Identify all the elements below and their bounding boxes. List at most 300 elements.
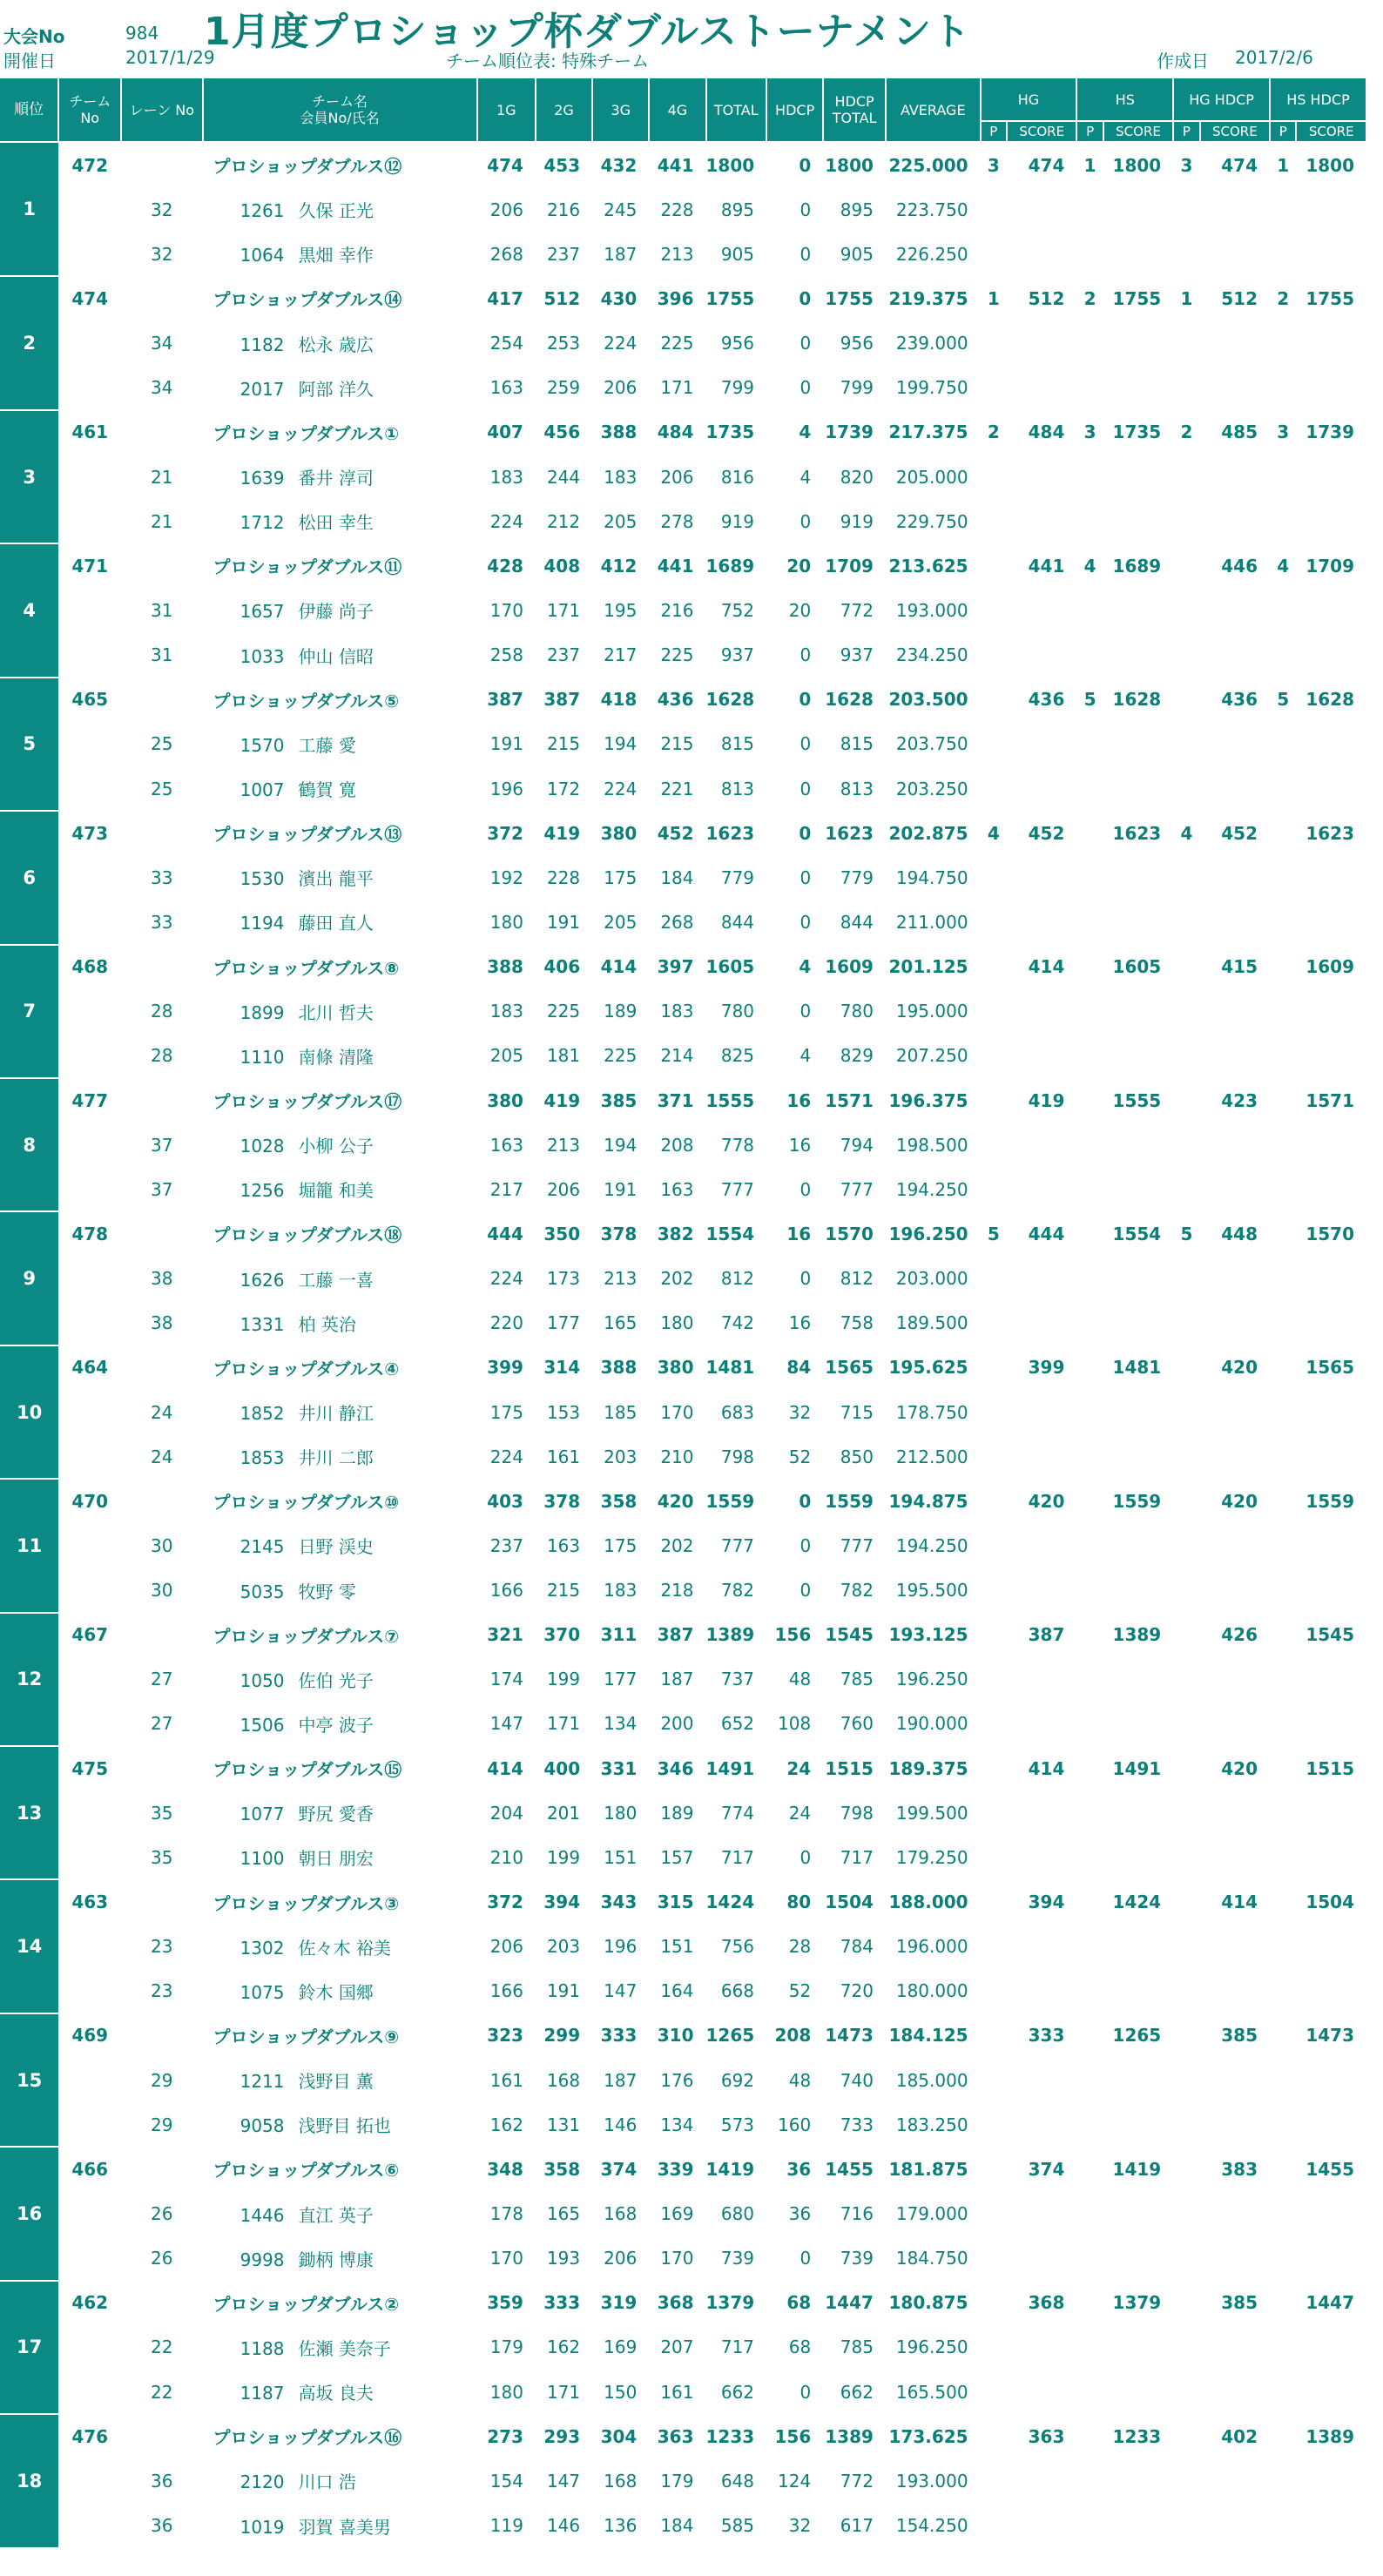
- game-4: 396: [657, 287, 694, 309]
- game-2: 387: [543, 689, 581, 711]
- rank-cell: 2: [0, 276, 58, 409]
- game-3: 151: [604, 1846, 638, 1868]
- hdcp-total: 780: [840, 1001, 874, 1022]
- hs-hdcp-score: 1515: [1305, 1757, 1354, 1779]
- empty-cell: [1173, 187, 1199, 232]
- empty-cell: [1270, 1925, 1296, 1969]
- game-3: 187: [604, 243, 638, 265]
- game-1: 258: [489, 644, 523, 666]
- average: 196.000: [895, 1936, 968, 1958]
- member-row: [0, 1969, 1366, 2013]
- game-4: 202: [660, 1534, 694, 1556]
- hdcp: 52: [788, 1446, 812, 1467]
- empty-cell: [1007, 1969, 1076, 2013]
- member-no: 1852: [239, 1403, 285, 1424]
- hdcp-total: 919: [840, 510, 874, 532]
- hdcp-total: 1800: [825, 154, 874, 176]
- member-name: 鈴木 国郷: [298, 1981, 374, 2003]
- game-4: 278: [660, 510, 694, 532]
- empty-cell: [1296, 1969, 1366, 2013]
- empty-cell: [981, 588, 1007, 632]
- average: 193.000: [895, 599, 968, 621]
- average: 217.375: [888, 421, 968, 443]
- hs-place: 2: [1083, 287, 1096, 309]
- total: 812: [720, 1268, 755, 1290]
- member-no: 1446: [239, 2204, 285, 2226]
- hdcp: 124: [778, 2470, 812, 2492]
- game-4: 161: [660, 2381, 694, 2403]
- game-4: 184: [660, 867, 694, 888]
- member-row: [0, 1568, 1366, 1613]
- hg-hdcp-score: 426: [1221, 1624, 1258, 1646]
- empty-cell: [1173, 1568, 1199, 1613]
- member-team-no: [58, 722, 121, 766]
- game-1: 403: [487, 1490, 523, 1512]
- empty-cell: [1200, 2503, 1270, 2547]
- average: 179.250: [895, 1846, 968, 1868]
- member-no: 1075: [239, 1981, 285, 2003]
- empty-cell: [1200, 2058, 1270, 2102]
- hdcp: 24: [786, 1757, 812, 1779]
- total: 895: [720, 199, 755, 220]
- member-team-no: [58, 187, 121, 232]
- empty-cell: [981, 2236, 1007, 2281]
- hdcp-total: 1515: [825, 1757, 874, 1779]
- empty-cell: [1296, 1301, 1366, 1345]
- game-2: 215: [546, 733, 581, 755]
- empty-cell: [981, 989, 1007, 1034]
- member-name-cell: [203, 722, 477, 766]
- member-name: 川口 浩: [298, 2471, 356, 2493]
- hdcp: 4: [799, 421, 812, 443]
- empty-cell: [1296, 989, 1366, 1034]
- game-1: 372: [487, 822, 523, 844]
- total: 1419: [705, 2158, 755, 2180]
- member-name: 浅野目 薫: [298, 2071, 374, 2093]
- member-name-cell: [203, 1835, 477, 1879]
- game-3: 165: [604, 1312, 638, 1334]
- hdcp: 0: [799, 911, 812, 933]
- hdcp-total: 784: [840, 1936, 874, 1958]
- empty-cell: [981, 1523, 1007, 1568]
- col-hs-score: SCORE: [1103, 121, 1173, 142]
- game-4: 163: [660, 1178, 694, 1200]
- game-1: 414: [487, 1757, 523, 1779]
- member-name-cell: [203, 1123, 477, 1167]
- hs-hdcp-score: 1609: [1305, 956, 1354, 978]
- game-3: 380: [600, 822, 638, 844]
- member-name-cell: [203, 900, 477, 944]
- empty-cell: [981, 2458, 1007, 2503]
- game-2: 162: [546, 2337, 581, 2358]
- member-row: [0, 855, 1366, 900]
- game-1: 359: [487, 2292, 523, 2314]
- member-name-cell: [203, 2503, 477, 2547]
- game-2: 237: [546, 644, 581, 666]
- empty-cell: [1270, 1702, 1296, 1746]
- member-row: [0, 766, 1366, 811]
- rank-cell: 8: [0, 1078, 58, 1211]
- col-lane-no: レーン No: [121, 78, 202, 142]
- average: 225.000: [888, 154, 968, 176]
- empty-cell: [1007, 989, 1076, 1034]
- member-name-cell: [203, 1568, 477, 1613]
- member-row: [0, 1123, 1366, 1167]
- lane-no: 34: [151, 333, 173, 354]
- member-row: [0, 187, 1366, 232]
- empty-cell: [1200, 2236, 1270, 2281]
- empty-cell: [1200, 2458, 1270, 2503]
- total: 737: [720, 1669, 755, 1690]
- hdcp: 0: [799, 287, 812, 309]
- hdcp-total: 777: [840, 1178, 874, 1200]
- col-hsh-p: P: [1270, 121, 1296, 142]
- game-4: 169: [660, 2203, 694, 2225]
- game-1: 206: [489, 199, 523, 220]
- member-no: 1899: [239, 1001, 285, 1023]
- empty-cell: [1296, 2236, 1366, 2281]
- game-1: 474: [487, 154, 523, 176]
- hdcp: 0: [799, 1580, 812, 1602]
- lane-no: [121, 410, 202, 455]
- team-ranking-table: [0, 78, 1367, 2549]
- member-no: 1019: [239, 2516, 285, 2538]
- game-1: 388: [487, 956, 523, 978]
- game-1: 206: [489, 1936, 523, 1958]
- average: 201.125: [888, 956, 968, 978]
- empty-cell: [981, 366, 1007, 410]
- game-2: 146: [546, 2515, 581, 2537]
- rank-cell: 3: [0, 410, 58, 543]
- empty-cell: [1270, 2191, 1296, 2235]
- member-row: [0, 1925, 1366, 1969]
- game-4: 214: [660, 1045, 694, 1067]
- total: 680: [720, 2203, 755, 2225]
- game-3: 414: [600, 956, 638, 978]
- game-4: 187: [660, 1669, 694, 1690]
- hdcp: 0: [799, 644, 812, 666]
- hg-score: 333: [1028, 2025, 1065, 2047]
- empty-cell: [1076, 900, 1103, 944]
- col-average: AVERAGE: [886, 78, 981, 142]
- hdcp-total: 1628: [825, 689, 874, 711]
- average: 195.625: [888, 1357, 968, 1379]
- empty-cell: [1173, 1657, 1199, 1702]
- empty-cell: [1270, 1835, 1296, 1879]
- rank-cell: 14: [0, 1879, 58, 2013]
- total: 585: [720, 2515, 755, 2537]
- empty-cell: [1270, 1034, 1296, 1078]
- hdcp-total: 779: [840, 867, 874, 888]
- empty-cell: [1103, 2325, 1173, 2370]
- game-1: 162: [489, 2114, 523, 2135]
- member-name: 井川 二郎: [298, 1447, 374, 1469]
- empty-cell: [1296, 1257, 1366, 1301]
- member-row: [0, 1167, 1366, 1211]
- game-4: 387: [657, 1624, 694, 1646]
- empty-cell: [1200, 1167, 1270, 1211]
- total: 662: [720, 2381, 755, 2403]
- hs-hdcp-place: 3: [1277, 421, 1290, 443]
- hg-hdcp-score: 402: [1221, 2425, 1258, 2447]
- empty-cell: [981, 321, 1007, 366]
- total: 742: [720, 1312, 755, 1334]
- rank-cell: 9: [0, 1211, 58, 1345]
- empty-cell: [1076, 366, 1103, 410]
- game-3: 432: [600, 154, 638, 176]
- hg-hdcp-score: 423: [1221, 1089, 1258, 1111]
- empty-cell: [1103, 1523, 1173, 1568]
- hs-hdcp-place: [1270, 1345, 1296, 1390]
- member-name-cell: [203, 989, 477, 1034]
- empty-cell: [1103, 1301, 1173, 1345]
- hg-place: 1: [987, 287, 1000, 309]
- game-2: 237: [546, 243, 581, 265]
- game-1: 399: [487, 1357, 523, 1379]
- hs-place: 3: [1083, 421, 1096, 443]
- hdcp-total: 1559: [825, 1490, 874, 1512]
- hg-hdcp-score: 485: [1221, 421, 1258, 443]
- empty-cell: [1270, 499, 1296, 543]
- lane-no: 29: [151, 2114, 173, 2135]
- game-4: 189: [660, 1802, 694, 1824]
- rank-cell: 1: [0, 142, 58, 276]
- lane-no: [121, 1479, 202, 1523]
- team-row: [0, 1613, 1366, 1657]
- team-name: プロショップダブルス⑦: [213, 1625, 400, 1647]
- team-no: 476: [71, 2425, 109, 2447]
- team-row: [0, 2281, 1366, 2325]
- hg-hdcp-score: 452: [1221, 822, 1258, 844]
- hg-place: 5: [987, 1223, 1000, 1244]
- game-3: 175: [604, 1534, 638, 1556]
- member-name-cell: [203, 1790, 477, 1835]
- rank-cell: 6: [0, 811, 58, 944]
- hg-hdcp-place: [1173, 543, 1199, 588]
- empty-cell: [981, 900, 1007, 944]
- empty-cell: [1173, 2102, 1199, 2147]
- hs-place: [1076, 1345, 1103, 1390]
- lane-no: 31: [151, 644, 173, 666]
- game-2: 181: [546, 1045, 581, 1067]
- empty-cell: [981, 499, 1007, 543]
- game-4: 382: [657, 1223, 694, 1244]
- hg-place: 3: [987, 154, 1000, 176]
- member-team-no: [58, 232, 121, 276]
- total: 905: [720, 243, 755, 265]
- empty-cell: [1200, 1702, 1270, 1746]
- game-3: 194: [604, 1134, 638, 1156]
- hg-hdcp-place: [1173, 1345, 1199, 1390]
- empty-cell: [1007, 187, 1076, 232]
- empty-cell: [1173, 321, 1199, 366]
- empty-cell: [1173, 855, 1199, 900]
- team-row: [0, 2147, 1366, 2191]
- col-hg-p: P: [981, 121, 1007, 142]
- team-name: プロショップダブルス④: [213, 1358, 400, 1379]
- hs-score: 1628: [1112, 689, 1162, 711]
- empty-cell: [1007, 1301, 1076, 1345]
- report-header: [0, 0, 1383, 78]
- hs-hdcp-score: 1570: [1305, 1223, 1354, 1244]
- team-name: プロショップダブルス③: [213, 1892, 400, 1914]
- member-name-cell: [203, 1390, 477, 1434]
- member-name-cell: [203, 2325, 477, 2370]
- game-4: 213: [660, 243, 694, 265]
- game-1: 192: [489, 867, 523, 888]
- hdcp-total: 1389: [825, 2425, 874, 2447]
- empty-cell: [1076, 1835, 1103, 1879]
- lane-no: [121, 543, 202, 588]
- member-row: [0, 1523, 1366, 1568]
- empty-cell: [1076, 1123, 1103, 1167]
- hdcp: 0: [799, 2381, 812, 2403]
- empty-cell: [1103, 1657, 1173, 1702]
- empty-cell: [1007, 499, 1076, 543]
- average: 219.375: [888, 287, 968, 309]
- total: 779: [720, 867, 755, 888]
- hg-place: [981, 1879, 1007, 1924]
- game-3: 187: [604, 2069, 638, 2091]
- game-1: 170: [489, 599, 523, 621]
- hs-score: 1555: [1112, 1089, 1162, 1111]
- member-name: 北川 哲夫: [298, 1001, 374, 1023]
- empty-cell: [981, 1034, 1007, 1078]
- member-team-no: [58, 499, 121, 543]
- team-row: [0, 1479, 1366, 1523]
- game-4: 380: [657, 1357, 694, 1379]
- total: 778: [720, 1134, 755, 1156]
- hdcp-total: 937: [840, 644, 874, 666]
- empty-cell: [1007, 1257, 1076, 1301]
- average: 194.875: [888, 1490, 968, 1512]
- empty-cell: [1200, 588, 1270, 632]
- lane-no: [121, 945, 202, 989]
- game-3: 319: [600, 2292, 638, 2314]
- hdcp: 0: [799, 1490, 812, 1512]
- empty-cell: [1296, 1523, 1366, 1568]
- game-3: 185: [604, 1401, 638, 1423]
- lane-no: 23: [151, 1936, 173, 1958]
- member-team-no: [58, 1969, 121, 2013]
- game-3: 203: [604, 1446, 638, 1467]
- average: 239.000: [895, 333, 968, 354]
- average: 190.000: [895, 1713, 968, 1735]
- average: 205.000: [895, 466, 968, 488]
- empty-cell: [1270, 1167, 1296, 1211]
- member-no: 2017: [239, 378, 285, 400]
- member-name: 佐々木 裕美: [298, 1937, 391, 1959]
- empty-cell: [1103, 232, 1173, 276]
- team-no: 461: [71, 421, 109, 443]
- rank-cell: 11: [0, 1479, 58, 1612]
- team-row: [0, 1078, 1366, 1123]
- game-2: 199: [546, 1669, 581, 1690]
- average: 193.125: [888, 1624, 968, 1646]
- member-row: [0, 2236, 1366, 2281]
- empty-cell: [1173, 1523, 1199, 1568]
- hs-place: [1076, 1746, 1103, 1790]
- game-3: 217: [604, 644, 638, 666]
- member-name: 黒畑 幸作: [298, 245, 374, 266]
- team-no: 465: [71, 689, 109, 711]
- hs-hdcp-place: [1270, 1613, 1296, 1657]
- member-name: 濱出 龍平: [298, 868, 374, 890]
- hg-score: 414: [1028, 1757, 1065, 1779]
- game-3: 388: [600, 421, 638, 443]
- col-hdcp-total: HDCP TOTAL: [823, 78, 886, 142]
- member-name-cell: [203, 1657, 477, 1702]
- game-3: 385: [600, 1089, 638, 1111]
- game-1: 154: [489, 2470, 523, 2492]
- empty-cell: [1007, 588, 1076, 632]
- game-2: 400: [543, 1757, 581, 1779]
- hdcp: 32: [788, 2515, 812, 2537]
- empty-cell: [1076, 455, 1103, 499]
- game-2: 131: [546, 2114, 581, 2135]
- col-hs: HS: [1076, 78, 1173, 121]
- hg-hdcp-place: [1173, 945, 1199, 989]
- member-name-cell: [203, 1167, 477, 1211]
- team-name: プロショップダブルス⑬: [213, 824, 402, 846]
- average: 203.750: [895, 733, 968, 755]
- game-3: 195: [604, 599, 638, 621]
- empty-cell: [981, 232, 1007, 276]
- empty-cell: [1173, 232, 1199, 276]
- lane-no: 26: [151, 2248, 173, 2269]
- empty-cell: [1076, 1657, 1103, 1702]
- empty-cell: [1076, 2325, 1103, 2370]
- lane-no: 29: [151, 2069, 173, 2091]
- report-title: 1月度プロショップ杯ダブルストーナメント: [204, 10, 971, 54]
- game-3: 183: [604, 1580, 638, 1602]
- hdcp: 0: [799, 1001, 812, 1022]
- empty-cell: [1270, 1790, 1296, 1835]
- empty-cell: [1007, 2458, 1076, 2503]
- hdcp: 0: [799, 822, 812, 844]
- game-2: 161: [546, 1446, 581, 1467]
- team-no: 467: [71, 1624, 109, 1646]
- game-2: 314: [543, 1357, 581, 1379]
- empty-cell: [1270, 855, 1296, 900]
- empty-cell: [1103, 1390, 1173, 1434]
- hg-score: 474: [1028, 154, 1065, 176]
- total: 1755: [705, 287, 755, 309]
- empty-cell: [1103, 2370, 1173, 2414]
- game-2: 408: [543, 555, 581, 577]
- hg-hdcp-place: [1173, 2281, 1199, 2325]
- hs-score: 1689: [1112, 555, 1162, 577]
- empty-cell: [1200, 1835, 1270, 1879]
- empty-cell: [1296, 499, 1366, 543]
- hg-place: [981, 1479, 1007, 1523]
- hg-score: 420: [1028, 1490, 1065, 1512]
- empty-cell: [1200, 1790, 1270, 1835]
- game-3: 136: [604, 2515, 638, 2537]
- empty-cell: [1173, 1167, 1199, 1211]
- empty-cell: [1270, 1969, 1296, 2013]
- team-no: 466: [71, 2158, 109, 2180]
- game-4: 179: [660, 2470, 694, 2492]
- hg-hdcp-score: 415: [1221, 956, 1258, 978]
- empty-cell: [1270, 2370, 1296, 2414]
- member-no: 1187: [239, 2383, 285, 2404]
- hdcp-total: 1570: [825, 1223, 874, 1244]
- hg-hdcp-place: 2: [1180, 421, 1193, 443]
- empty-cell: [1076, 1969, 1103, 2013]
- hg-hdcp-place: 3: [1180, 154, 1193, 176]
- hdcp: 0: [799, 778, 812, 799]
